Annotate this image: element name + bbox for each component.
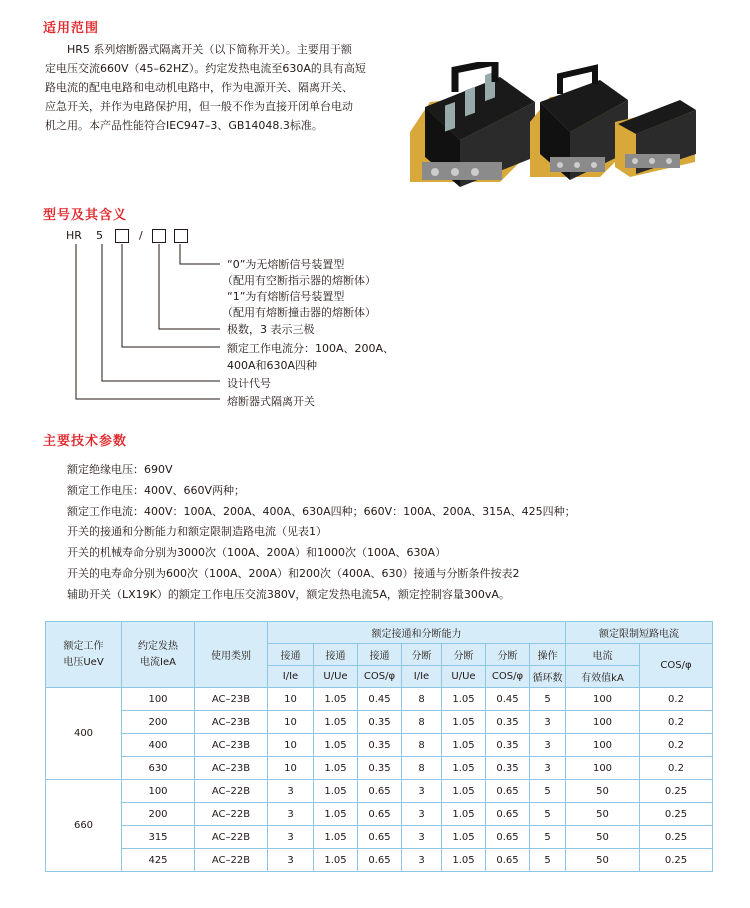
model-label-signal-1-note: （配用有熔断撞击器的熔断体） — [222, 306, 376, 319]
table-cell: 3 — [268, 780, 314, 803]
th-unit: 循环数 — [530, 666, 566, 688]
params-list — [67, 460, 576, 606]
table-cell: AC–23B — [195, 757, 268, 780]
table-cell: 0.65 — [358, 826, 402, 849]
table-cell: 200 — [122, 711, 195, 734]
table-cell: 3 — [402, 849, 442, 872]
model-label-signal-1: “1”为有熔断信号装置型 — [227, 290, 345, 303]
model-label-signal-0: “0”为无熔断信号装置型 — [227, 258, 345, 271]
table-cell: 100 — [566, 757, 640, 780]
table-cell: 50 — [566, 849, 640, 872]
table-cell: AC–22B — [195, 803, 268, 826]
table-cell: 0.65 — [358, 849, 402, 872]
th-sub: COS/φ — [640, 644, 713, 688]
table-cell: 3 — [268, 803, 314, 826]
table-cell: 0.65 — [486, 826, 530, 849]
table-cell: 0.65 — [486, 780, 530, 803]
scope-paragraph — [45, 40, 390, 135]
table-cell: 5 — [530, 849, 566, 872]
table-cell: 5 — [530, 826, 566, 849]
product-photo — [400, 62, 700, 202]
th-sub: 分断 — [442, 644, 486, 666]
table-cell: 1.05 — [442, 711, 486, 734]
table-cell: 0.25 — [640, 803, 713, 826]
table-cell: 3 — [402, 780, 442, 803]
switch-unit-large — [410, 62, 535, 187]
table-row — [46, 757, 713, 780]
table-cell: 0.25 — [640, 780, 713, 803]
table-cell: 0.35 — [486, 734, 530, 757]
table-cell: 200 — [122, 803, 195, 826]
params-line: 辅助开关（LX19K）的额定工作电压交流380V，额定发热电流5A，额定控制容量300vA。 — [67, 587, 510, 601]
table-cell: 400 — [122, 734, 195, 757]
scope-line: 机之用。本产品性能符合IEC947–3、GB14048.3标准。 — [45, 119, 323, 132]
table-cell: AC–23B — [195, 711, 268, 734]
table-cell: AC–22B — [195, 780, 268, 803]
table-cell: 5 — [530, 688, 566, 711]
table-cell: 0.65 — [358, 803, 402, 826]
th-sub: 操作 — [530, 644, 566, 666]
table-row — [46, 803, 713, 826]
table-cell: 0.45 — [486, 688, 530, 711]
switch-unit-medium — [530, 68, 628, 180]
table-cell: 8 — [402, 711, 442, 734]
table-cell: 1.05 — [314, 711, 358, 734]
params-line: 额定工作电压：400V、660V两种； — [67, 483, 246, 497]
th-unit: COS/φ — [358, 666, 402, 688]
th-sub: 接通 — [314, 644, 358, 666]
model-label-poles: 极数，3 表示三极 — [227, 323, 315, 336]
table-cell: 3 — [268, 849, 314, 872]
model-label-signal-0-note: （配用有空断指示器的熔断体） — [222, 274, 376, 287]
table-cell: 0.65 — [486, 803, 530, 826]
table-cell: 5 — [530, 803, 566, 826]
table-cell: 50 — [566, 826, 640, 849]
scope-line: 路电流的配电电路和电动机电路中，作为电源开关、隔离开关、 — [45, 81, 353, 94]
model-label-current-cont: 400A和630A四种 — [227, 359, 318, 372]
params-line: 开关的接通和分断能力和额定限制造路电流（见表1） — [67, 525, 327, 539]
th-unit: COS/φ — [486, 666, 530, 688]
params-line: 开关的电寿命分别为600次（100A、200A）和200次（400A、630）接通与分断条件按表2 — [67, 566, 520, 580]
table-cell: 425 — [122, 849, 195, 872]
table-cell: 0.45 — [358, 688, 402, 711]
table-cell: 3 — [402, 826, 442, 849]
table-cell: 1.05 — [314, 688, 358, 711]
table-cell: 1.05 — [442, 826, 486, 849]
table-cell: 10 — [268, 711, 314, 734]
table-row — [46, 688, 713, 711]
table-cell: 3 — [530, 711, 566, 734]
model-label-product: 熔断器式隔离开关 — [227, 395, 315, 408]
th-make-break: 额定接通和分断能力 — [268, 622, 566, 644]
table-cell: 0.2 — [640, 688, 713, 711]
table-cell: 0.65 — [486, 849, 530, 872]
table-cell: 1.05 — [442, 780, 486, 803]
table-cell: 630 — [122, 757, 195, 780]
table-cell: 50 — [566, 780, 640, 803]
spec-table-body — [46, 688, 713, 872]
table-cell: 8 — [402, 757, 442, 780]
table-cell: 1.05 — [442, 734, 486, 757]
table-cell: 0.35 — [486, 711, 530, 734]
th-short-circuit: 额定限制短路电流 — [566, 622, 713, 644]
table-cell: AC–23B — [195, 688, 268, 711]
th-unit: I/Ie — [402, 666, 442, 688]
table-row — [46, 711, 713, 734]
params-heading: 主要技术参数 — [43, 434, 128, 449]
table-cell: 1.05 — [314, 849, 358, 872]
table-cell: 0.35 — [358, 734, 402, 757]
th-voltage: 额定工作 电压UeV — [46, 622, 122, 688]
table-cell: 10 — [268, 757, 314, 780]
params-line: 额定工作电流：400V：100A、200A、400A、630A四种；660V：100A、200A、315A、425四种； — [67, 504, 576, 518]
table-row — [46, 734, 713, 757]
voltage-cell: 400 — [46, 688, 122, 780]
th-unit: I/Ie — [268, 666, 314, 688]
table-cell: 1.05 — [442, 849, 486, 872]
th-unit: U/Ue — [442, 666, 486, 688]
table-cell: 0.25 — [640, 826, 713, 849]
table-cell: 0.2 — [640, 711, 713, 734]
spec-table — [45, 621, 713, 872]
table-cell: AC–22B — [195, 849, 268, 872]
th-sub: 电流 — [566, 644, 640, 666]
table-cell: 0.35 — [486, 757, 530, 780]
table-cell: 8 — [402, 734, 442, 757]
table-cell: 1.05 — [314, 826, 358, 849]
table-row — [46, 849, 713, 872]
table-cell: 50 — [566, 803, 640, 826]
params-line: 额定绝缘电压：690V — [67, 463, 173, 476]
model-label-current: 额定工作电流分：100A、200A、 — [227, 342, 395, 355]
table-cell: 0.35 — [358, 711, 402, 734]
table-cell: 10 — [268, 734, 314, 757]
th-unit: U/Ue — [314, 666, 358, 688]
table-cell: 1.05 — [314, 780, 358, 803]
th-sub: 接通 — [358, 644, 402, 666]
model-code-series: 5 — [96, 229, 103, 242]
table-cell: 1.05 — [314, 803, 358, 826]
th-sub: 分断 — [486, 644, 530, 666]
table-cell: 0.35 — [358, 757, 402, 780]
table-cell: 3 — [402, 803, 442, 826]
table-cell: 1.05 — [442, 757, 486, 780]
table-cell: 100 — [566, 711, 640, 734]
table-row — [46, 826, 713, 849]
table-row — [46, 780, 713, 803]
model-label-design-code: 设计代号 — [227, 377, 271, 390]
table-cell: 100 — [122, 780, 195, 803]
th-sub: 分断 — [402, 644, 442, 666]
model-code-slash: / — [139, 229, 143, 242]
model-tree-lines — [60, 240, 240, 410]
table-cell: 1.05 — [442, 803, 486, 826]
table-cell: 100 — [566, 688, 640, 711]
table-cell: 10 — [268, 688, 314, 711]
table-cell: 1.05 — [314, 757, 358, 780]
th-unit: 有效值kA — [566, 666, 640, 688]
table-cell: 0.2 — [640, 757, 713, 780]
th-current: 约定发热 电流IeA — [122, 622, 195, 688]
table-cell: AC–23B — [195, 734, 268, 757]
scope-line: 应急开关，并作为电路保护用，但一般不作为直接开闭单台电动 — [45, 100, 353, 113]
table-cell: 3 — [268, 826, 314, 849]
table-cell: 0.65 — [358, 780, 402, 803]
model-code-prefix: HR — [66, 229, 82, 242]
scope-heading: 适用范围 — [43, 21, 100, 36]
table-cell: 0.25 — [640, 849, 713, 872]
table-cell: 100 — [566, 734, 640, 757]
table-cell: AC–22B — [195, 826, 268, 849]
model-heading: 型号及其含义 — [43, 208, 128, 223]
table-cell: 0.2 — [640, 734, 713, 757]
params-line: 开关的机械寿命分别为3000次（100A、200A）和1000次（100A、630A） — [67, 546, 447, 560]
th-category: 使用类别 — [195, 622, 268, 688]
table-cell: 1.05 — [442, 688, 486, 711]
scope-line: HR5 系列熔断器式隔离开关（以下简称开关）。主要用于额 — [67, 43, 352, 56]
table-cell: 5 — [530, 780, 566, 803]
th-sub: 接通 — [268, 644, 314, 666]
table-cell: 3 — [530, 734, 566, 757]
table-cell: 1.05 — [314, 734, 358, 757]
voltage-cell: 660 — [46, 780, 122, 872]
scope-line: 定电压交流660V（45–62HZ）。约定发热电流至630A的具有高短 — [45, 62, 366, 75]
table-cell: 100 — [122, 688, 195, 711]
table-cell: 8 — [402, 688, 442, 711]
table-cell: 315 — [122, 826, 195, 849]
table-cell: 3 — [530, 757, 566, 780]
